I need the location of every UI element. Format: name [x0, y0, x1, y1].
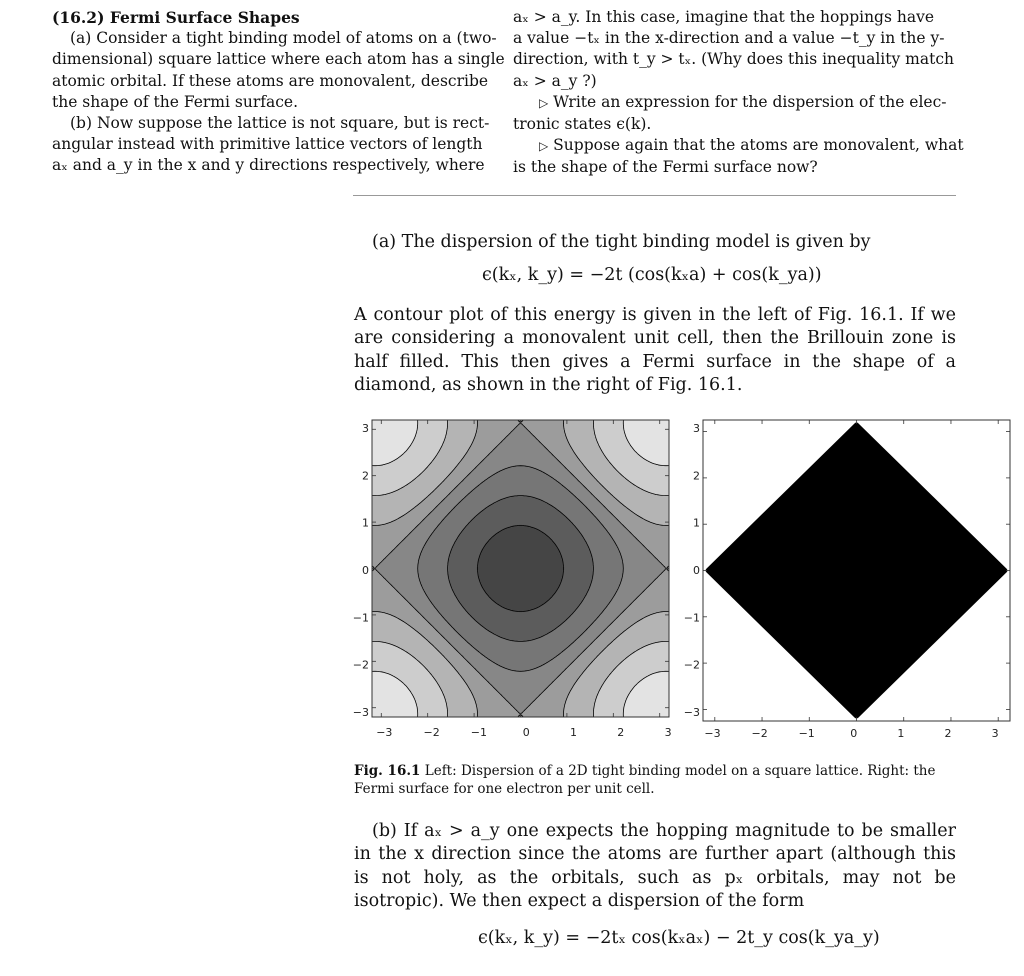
problem-line: atomic orbital. If these atoms are monovalent, describe: [52, 71, 489, 90]
x-tick-label: 1: [570, 726, 577, 739]
x-tick-label: 0: [850, 727, 858, 740]
right-y-tick-labels: [684, 422, 700, 719]
equation-b: ϵ(kₓ, k_y) = −2tₓ cos(kₓaₓ) − 2t_y cos(k_ya_y): [478, 928, 880, 948]
bullet-triangle-icon: ▷: [539, 95, 549, 110]
problem-line: direction, with t_y > tₓ. (Why does this inequality match: [513, 50, 955, 69]
fermi-surface-plot: [677, 414, 1017, 746]
y-tick-label: 0: [362, 564, 369, 577]
y-tick-label: 3: [362, 422, 369, 436]
dispersion-contour-plot: [346, 414, 686, 746]
problem-left-column: [52, 7, 505, 177]
problem-line: dimensional) square lattice where each atom has a single: [52, 50, 505, 69]
y-tick-label: −1: [683, 611, 700, 625]
y-tick-label: −2: [683, 658, 700, 672]
problem-line: the shape of the Fermi surface.: [52, 92, 298, 111]
x-tick-label: 0: [522, 726, 530, 739]
y-tick-label: −2: [352, 658, 369, 672]
problem-line: is the shape of the Fermi surface now?: [513, 158, 818, 177]
problem-line: tronic states ϵ(k).: [513, 115, 652, 134]
problem-heading: (16.2) Fermi Surface Shapes: [52, 8, 300, 27]
y-tick-label: 0: [693, 564, 700, 577]
problem-line: aₓ > a_y. In this case, imagine that the hoppings have: [513, 8, 935, 26]
right-x-tick-labels: [704, 727, 998, 740]
equation-a: ϵ(kₓ, k_y) = −2t (cos(kₓa) + cos(k_ya)): [482, 265, 822, 285]
problem-line: (b) Now suppose the lattice is not square, but is rect-: [70, 114, 490, 133]
solution-a-text: A contour plot of this energy is given in the left of Fig. 16.1. If we are considering a monovalent unit cell, then the Brillouin zone is half filled. This then gives a Fermi surface in the shape of a diamond, as shown in the right of Fig. 16.1.: [354, 305, 956, 396]
caption-text: Left: Dispersion of a 2D tight binding model on a square lattice. Right: the Fermi surface for one electron per unit cell.: [354, 763, 936, 797]
y-tick-label: −3: [683, 705, 700, 719]
y-tick-label: 1: [362, 516, 369, 530]
y-tick-label: 1: [693, 516, 700, 530]
problem-line: (a) Consider a tight binding model of atoms on a (two-: [70, 29, 497, 48]
left-x-tick-labels: [376, 726, 671, 739]
bullet-triangle-icon: ▷: [539, 139, 549, 154]
y-tick-label: 2: [362, 469, 369, 483]
x-tick-label: −1: [470, 726, 488, 739]
problem-line: aₓ and a_y in the x and y directions respectively, where: [52, 156, 485, 175]
y-tick-label: 2: [693, 469, 700, 483]
section-divider: [353, 195, 956, 196]
x-tick-label: 2: [617, 726, 625, 739]
solution-a-intro: (a) The dispersion of the tight binding model is given by: [372, 232, 871, 252]
contour-image: [372, 420, 669, 717]
x-tick-label: −1: [798, 727, 815, 740]
x-tick-label: −3: [376, 726, 393, 739]
bullet-line: ▷ Write an expression for the dispersion of the elec-: [539, 92, 947, 111]
x-tick-label: 1: [897, 727, 905, 740]
problem-line: a value −tₓ in the x-direction and a value −t_y in the y-: [513, 29, 945, 48]
caption-label: Fig. 16.1: [354, 763, 421, 779]
x-tick-label: 3: [991, 727, 999, 740]
x-tick-label: 2: [944, 727, 952, 740]
x-tick-label: −3: [704, 727, 721, 740]
y-tick-label: 3: [693, 422, 700, 436]
y-tick-label: −3: [352, 705, 369, 719]
problem-line: angular instead with primitive lattice vectors of length: [52, 135, 483, 154]
figure-caption: [354, 762, 958, 798]
solution-b-text: (b) If aₓ > a_y one expects the hopping magnitude to be smaller in the x direction since the atoms are further apart (although this is not holy, as the orbitals, such as pₓ orbitals, may not be isotropic). We then expect a dispersion of the form: [354, 821, 956, 912]
x-tick-label: 3: [664, 726, 672, 739]
problem-right-column: [513, 7, 964, 179]
bullet-line: ▷ Suppose again that the atoms are monovalent, what: [539, 136, 964, 155]
left-y-tick-labels: [353, 422, 369, 719]
y-tick-label: −1: [352, 611, 369, 625]
x-tick-label: −2: [423, 726, 440, 739]
problem-line: aₓ > a_y ?): [513, 71, 597, 90]
x-tick-label: −2: [751, 727, 768, 740]
